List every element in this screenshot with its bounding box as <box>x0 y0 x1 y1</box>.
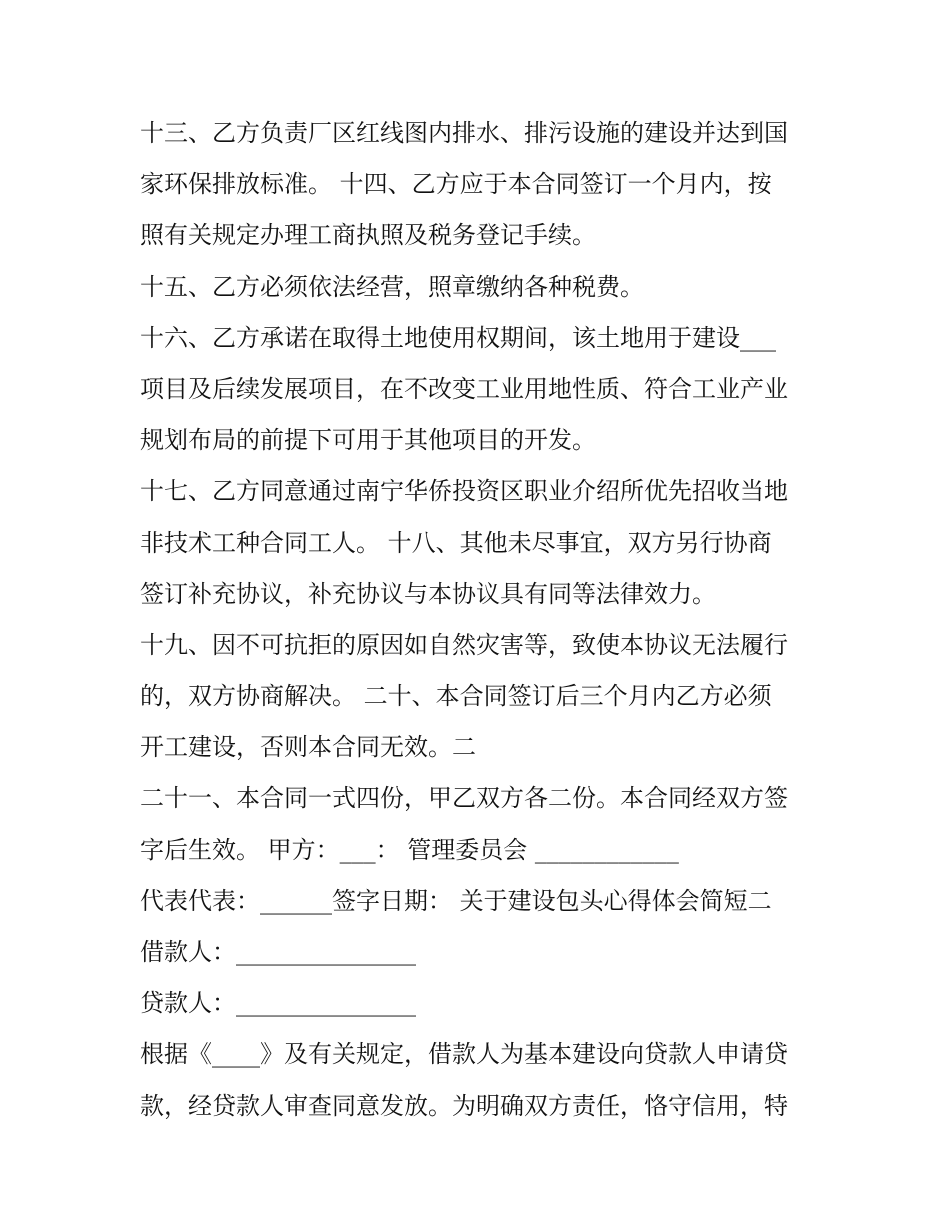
text-line: 家环保排放标准。 十四、乙方应于本合同签订一个月内，按 <box>140 170 772 199</box>
text-line: 款，经贷款人审查同意发放。为明确双方责任，恪守信用，特 <box>140 1091 788 1120</box>
text-line: 贷款人：_______________ <box>140 989 416 1018</box>
text-line: 开工建设，否则本合同无效。二 <box>140 733 476 762</box>
text-line: 十七、乙方同意通过南宁华侨投资区职业介绍所优先招收当地 <box>140 477 788 506</box>
text-line: 十六、乙方承诺在取得土地使用权期间，该土地用于建设___ <box>140 323 776 352</box>
text-line: 二十一、本合同一式四份，甲乙双方各二份。本合同经双方签 <box>140 784 788 813</box>
text-line: 十九、因不可抗拒的原因如自然灾害等，致使本协议无法履行 <box>140 630 788 659</box>
text-line: 根据《____》及有关规定，借款人为基本建设向贷款人申请贷 <box>140 1040 788 1069</box>
text-line: 签订补充协议，补充协议与本协议具有同等法律效力。 <box>140 579 716 608</box>
text-line: 规划布局的前提下可用于其他项目的开发。 <box>140 426 596 455</box>
text-line: 十五、乙方必须依法经营，照章缴纳各种税费。 <box>140 272 644 301</box>
text-line: 项目及后续发展项目，在不改变工业用地性质、符合工业产业 <box>140 374 788 403</box>
text-line: 照有关规定办理工商执照及税务登记手续。 <box>140 221 596 250</box>
text-line: 字后生效。 甲方：___： 管理委员会 ____________ <box>140 835 679 864</box>
text-line: 的，双方协商解决。 二十、本合同签订后三个月内乙方必须 <box>140 682 772 711</box>
contract-text <box>140 108 820 1132</box>
text-line: 非技术工种合同工人。 十八、其他未尽事宜，双方另行协商 <box>140 528 772 557</box>
text-line: 代表代表：______签字日期： 关于建设包头心得体会简短二 <box>140 886 772 915</box>
text-line: 借款人：_______________ <box>140 938 416 966</box>
text-line: 十三、乙方负责厂区红线图内排水、排污设施的建设并达到国 <box>140 119 788 147</box>
